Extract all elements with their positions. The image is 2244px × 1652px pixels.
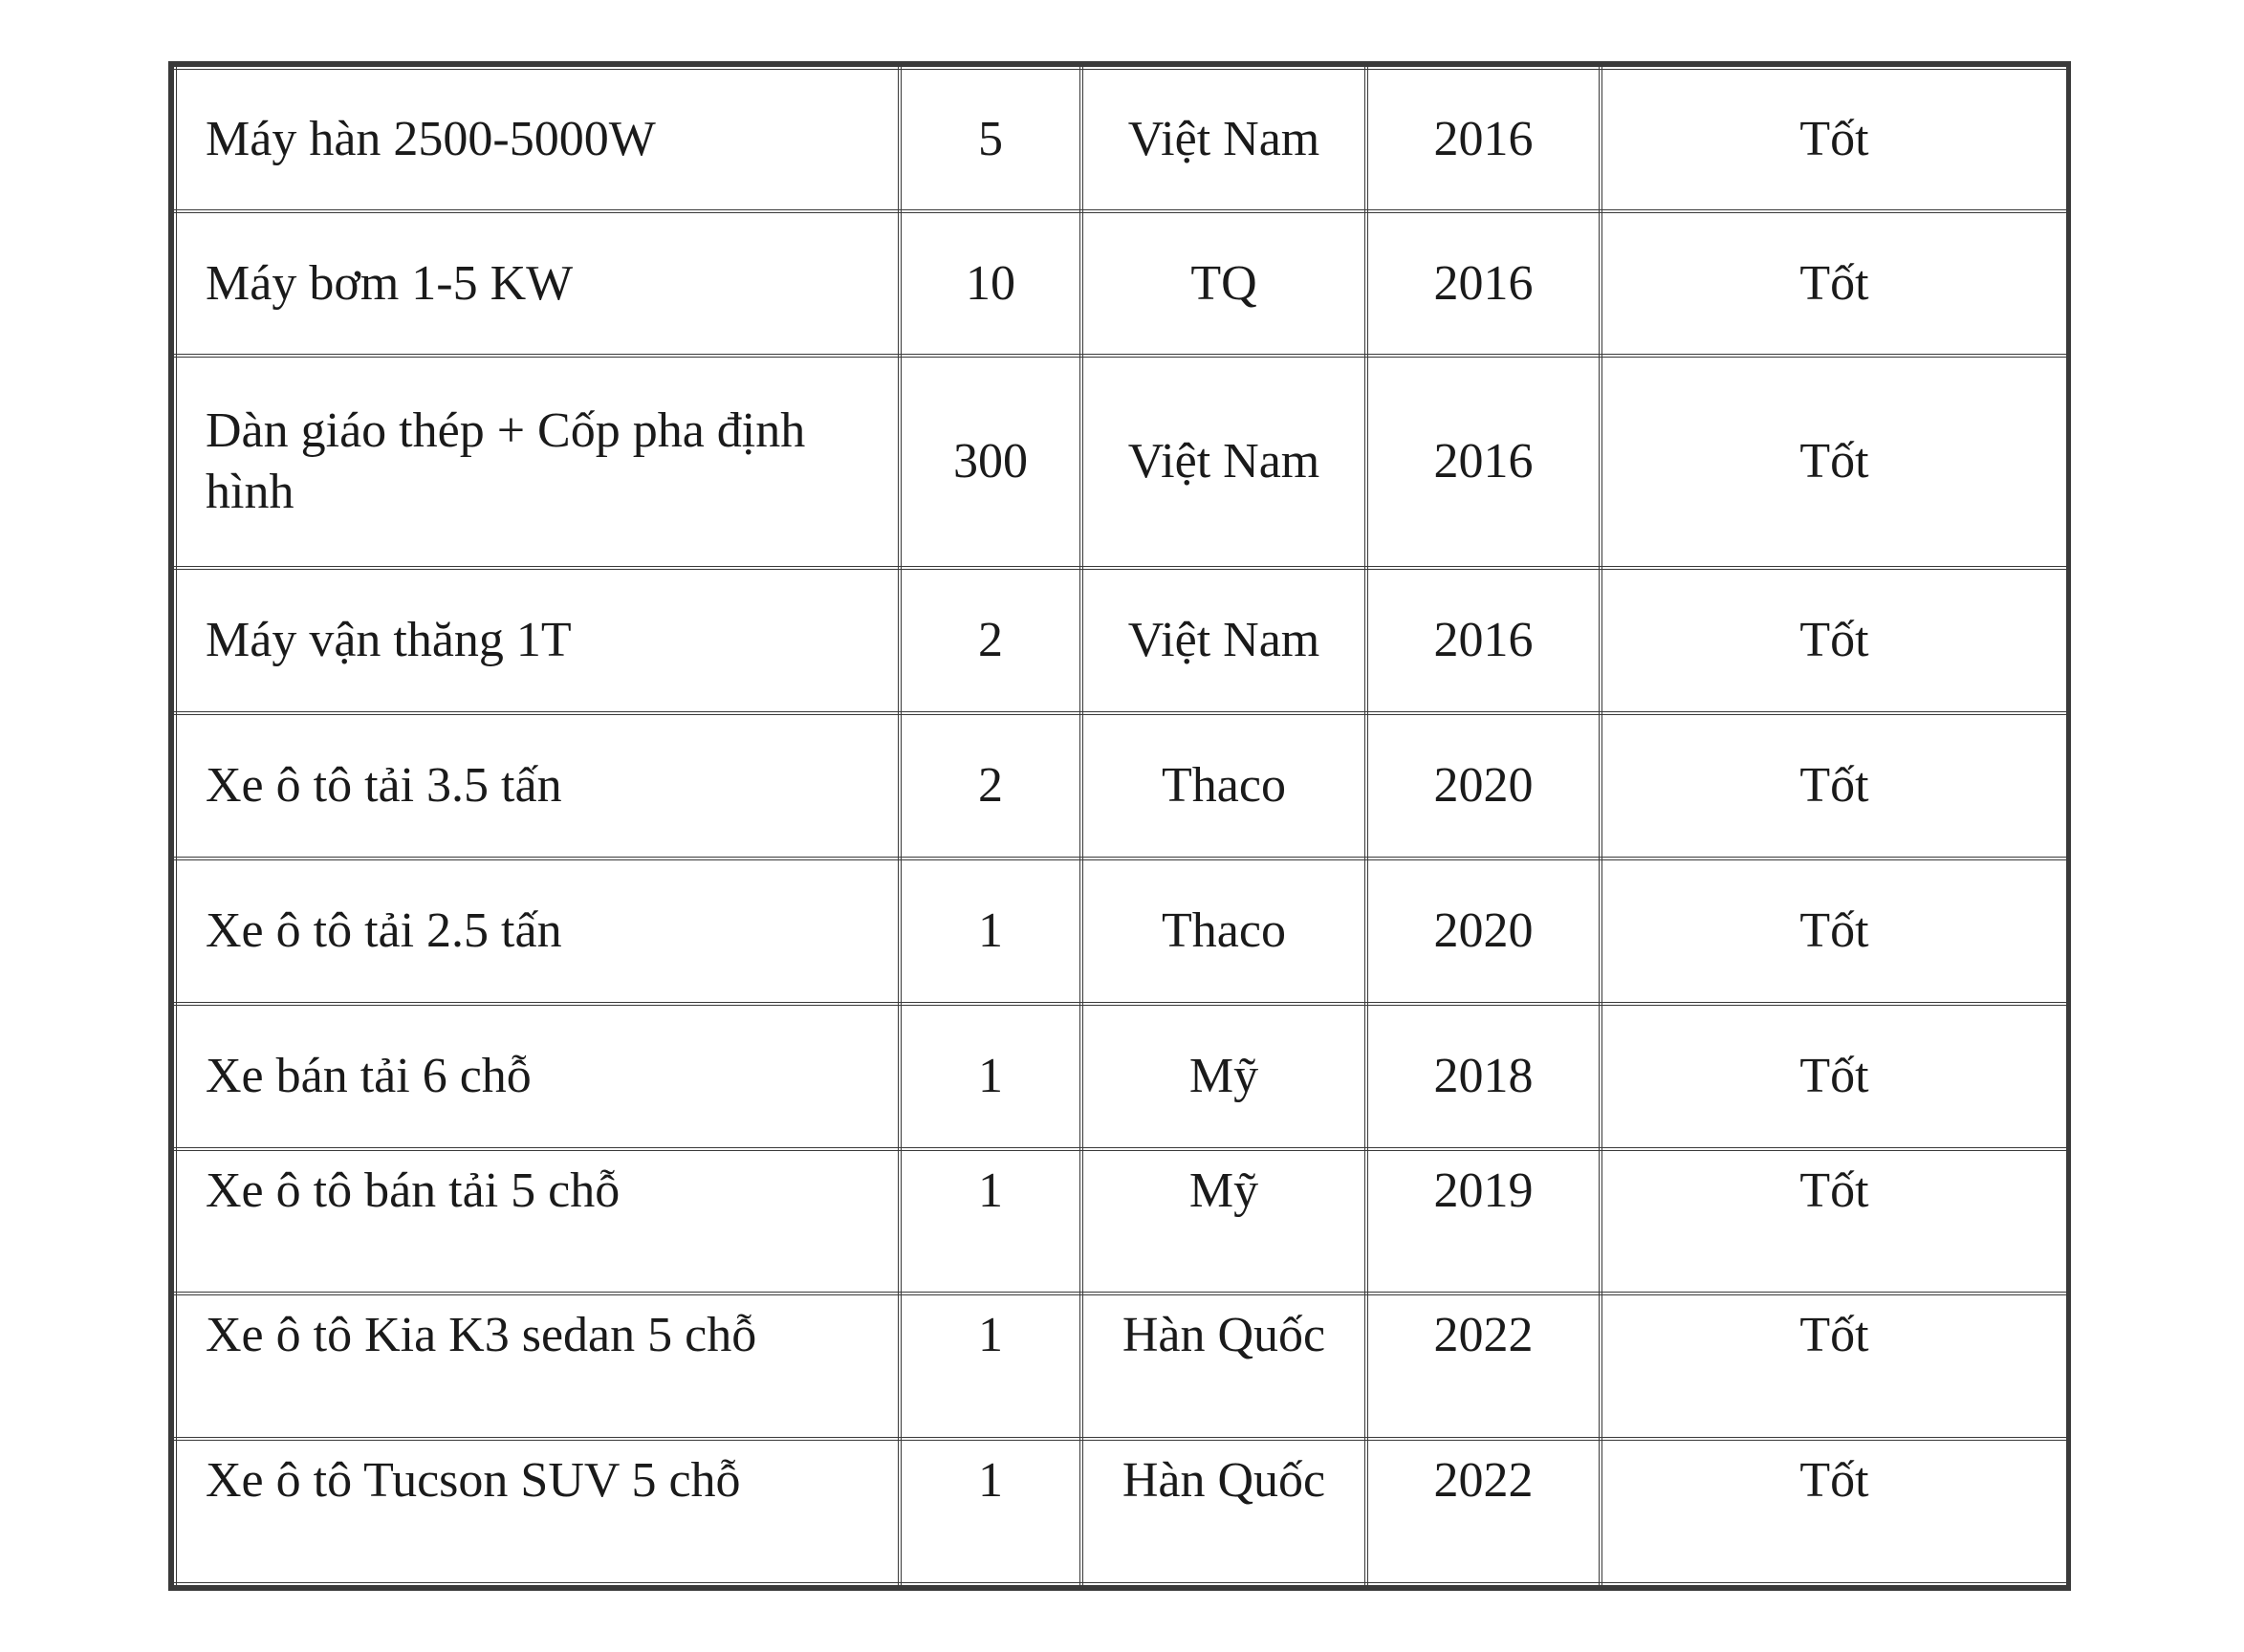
table-row [175,1149,2068,1293]
equipment-name-cell: Máy hàn 2500-5000W [175,68,900,211]
quantity-cell: 10 [900,211,1081,356]
quantity-cell: 300 [900,356,1081,568]
year-cell: 2016 [1366,211,1601,356]
origin-cell: Mỹ [1081,1004,1366,1149]
condition-cell: Tốt [1601,356,2068,568]
condition-cell: Tốt [1601,1004,2068,1149]
year-cell: 2020 [1366,713,1601,859]
quantity-cell: 1 [900,1004,1081,1149]
quantity-cell: 5 [900,68,1081,211]
equipment-name-cell: Dàn giáo thép + Cốp pha định hình [175,356,900,568]
equipment-name-cell: Máy vận thăng 1T [175,568,900,713]
table-row [175,68,2068,211]
origin-cell: TQ [1081,211,1366,356]
equipment-table-container [168,61,2071,1591]
table-row [175,1439,2068,1584]
year-cell: 2016 [1366,68,1601,211]
year-cell: 2018 [1366,1004,1601,1149]
table-row [175,1293,2068,1439]
origin-cell: Thaco [1081,713,1366,859]
origin-cell: Hàn Quốc [1081,1293,1366,1439]
origin-cell: Việt Nam [1081,356,1366,568]
condition-cell: Tốt [1601,68,2068,211]
quantity-cell: 2 [900,713,1081,859]
origin-cell: Thaco [1081,859,1366,1004]
year-cell: 2016 [1366,356,1601,568]
quantity-cell: 1 [900,1149,1081,1293]
equipment-name-cell: Xe ô tô bán tải 5 chỗ [175,1149,900,1293]
condition-cell: Tốt [1601,1149,2068,1293]
table-row [175,356,2068,568]
quantity-cell: 1 [900,1293,1081,1439]
origin-cell: Việt Nam [1081,568,1366,713]
table-row [175,211,2068,356]
origin-cell: Mỹ [1081,1149,1366,1293]
year-cell: 2022 [1366,1439,1601,1584]
year-cell: 2019 [1366,1149,1601,1293]
condition-cell: Tốt [1601,568,2068,713]
origin-cell: Việt Nam [1081,68,1366,211]
equipment-name-cell: Máy bơm 1-5 KW [175,211,900,356]
origin-cell: Hàn Quốc [1081,1439,1366,1584]
equipment-name-cell: Xe bán tải 6 chỗ [175,1004,900,1149]
table-row [175,1004,2068,1149]
table-row [175,859,2068,1004]
quantity-cell: 2 [900,568,1081,713]
equipment-name-cell: Xe ô tô Kia K3 sedan 5 chỗ [175,1293,900,1439]
condition-cell: Tốt [1601,859,2068,1004]
condition-cell: Tốt [1601,713,2068,859]
quantity-cell: 1 [900,1439,1081,1584]
equipment-name-cell: Xe ô tô tải 3.5 tấn [175,713,900,859]
year-cell: 2022 [1366,1293,1601,1439]
condition-cell: Tốt [1601,1439,2068,1584]
table-row [175,568,2068,713]
equipment-name-cell: Xe ô tô Tucson SUV 5 chỗ [175,1439,900,1584]
year-cell: 2020 [1366,859,1601,1004]
table-row [175,713,2068,859]
condition-cell: Tốt [1601,211,2068,356]
equipment-table [173,66,2070,1586]
condition-cell: Tốt [1601,1293,2068,1439]
year-cell: 2016 [1366,568,1601,713]
quantity-cell: 1 [900,859,1081,1004]
equipment-name-cell: Xe ô tô tải 2.5 tấn [175,859,900,1004]
